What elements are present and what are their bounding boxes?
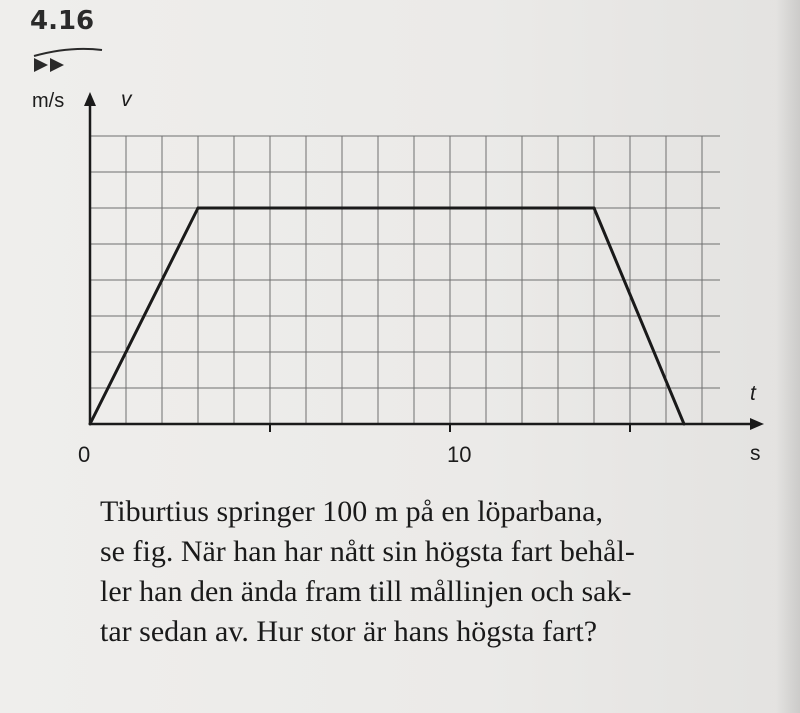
- x-axis-variable: t: [750, 382, 756, 405]
- x-tick-label-10: 10: [447, 442, 472, 467]
- problem-number: 4.16: [30, 6, 95, 36]
- x-axis-arrow-icon: [750, 418, 764, 430]
- velocity-data-point: [593, 207, 596, 210]
- y-axis-unit: m/s: [32, 90, 65, 112]
- problem-statement: [100, 492, 780, 652]
- problem-text-line-4: tar sedan av. Hur stor är hans högsta fart?: [100, 615, 598, 648]
- problem-text-line-3: ler han den ända fram till mållinjen och sak-: [100, 575, 632, 608]
- x-tick-label-0: 0: [78, 442, 91, 467]
- y-axis-arrow-icon: [84, 92, 96, 106]
- problem-text-line-2: se fig. När han har nått sin högsta fart behål-: [100, 535, 635, 568]
- velocity-data-point: [197, 207, 200, 210]
- velocity-data-point: [89, 423, 92, 426]
- y-axis-variable: v: [121, 88, 132, 111]
- problem-text-line-1: Tiburtius springer 100 m på en löparbana,: [100, 495, 603, 528]
- x-axis-unit: s: [750, 442, 761, 465]
- graph-axes: [84, 92, 764, 430]
- velocity-data-point: [683, 423, 686, 426]
